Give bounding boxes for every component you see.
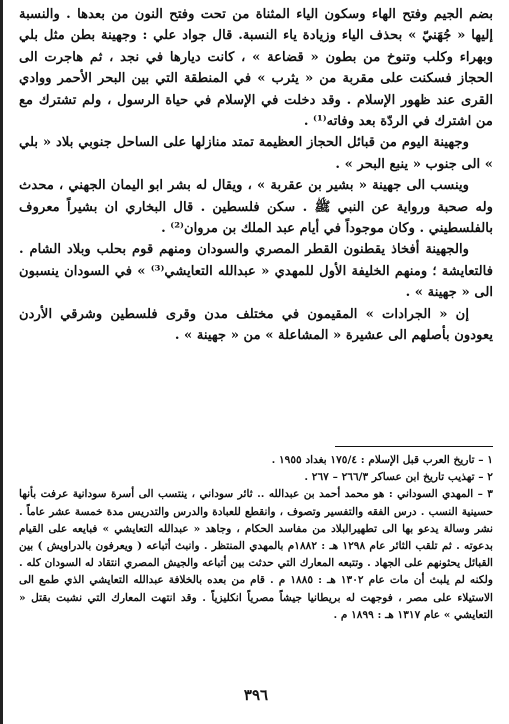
footnotes <box>19 452 493 624</box>
footnote-divider <box>335 446 493 447</box>
page-number: ٣٩٦ <box>243 686 269 704</box>
paragraph: والجهينة أفخاذ يقطنون القطر المصري والسودان ومنهم قوم بحلب وبلاد الشام . فالتعايشة ؛ ومنهم الخليفة الأول للمهدي « عبدالله التعايشي⁽³⁾ » في السودان ينسبون الى « جهينة » . <box>19 242 493 301</box>
paragraph: وجهينة اليوم من قبائل الحجاز العظيمة تمتد منازلها على الساحل جنوبي بلاد « بلي » الى جنوب « ينبع البحر » . <box>19 135 493 172</box>
paragraph: بضم الجيم وفتح الهاء وسكون الياء المثناة من تحت وفتح النون من بعدها . والنسبة إليها « جُهَنيّ » بحذف الياء وزيادة ياء النسبة. قال جواد علي : وجهينة بطن مثل بلي وبهراء وكلب وتنوخ من بطون « قضاعة » ، كانت ديارها في نجد ، ثم هاجرت الى الحجاز فسكنت على مقربة من « يثرب » في المنطقة التي بين البحر الأحمر ووادي القرى عند ظهور الإسلام . وقد دخلت في الإسلام في حياة الرسول ، ولم تشترك مع من اشترك في الردّة بعد وفاته⁽¹⁾ . <box>19 7 493 130</box>
footnote: ٣ – المهدي السوداني : هو محمد أحمد بن عبدالله .. ثائر سوداني ، ينتسب الى أسرة سودانية عرفت بأنها حسينية النسب . درس الفقه والتفسير وتصوف ، وانقطع للعبادة والدرس والتدريس مدة خمسة عشر عاماً . نشر وسالة يدعو بها الى تطهيرالبلاد من مفاسد الحكام ، وجاهد « عبدالله التعايشي » فبايعه على القيام بدعوته . ثم تلقب الثائر عام ١٢٩٨ هـ : ١٨٨٢م بالمهدي المنتظر . وانبث أتباعه ( ويعرفون بالدراويش ) بين القبائل يحثونهم على الجهاد . وتتبعه المعارك التي حدثت بين أتباعه والجيش المصري انتقاد له السودان كله . ولكنه لم يلبث أن مات عام ١٣٠٢ هـ : ١٨٨٥ م . قام من بعده بالخلافة عبدالله التعايشي الذي طمع الى الاستيلاء على مصر ، فوجهت له بريطانيا جيشاً مصرياً انكليزياً . وقد انتهت المعارك التي نشبت بقتل « التعايشي » عام ١٣١٧ هـ : ١٨٩٩ م . <box>19 488 493 621</box>
main-text <box>19 4 493 347</box>
paragraph: إن « الجرادات » المقيمون في مختلف مدن وقرى فلسطين وشرقي الأردن يعودون بأصلهم الى عشيرة « المشاعلة » من « جهينة » . <box>19 306 493 344</box>
footnote: ١ – تاريخ العرب قبل الإسلام : ١٧٥/٤ بغداد ١٩٥٥ . <box>271 454 493 466</box>
footnote: ٢ – تهذيب تاريخ ابن عساكر ٢٦٦/٣ – ٢٦٧ . <box>304 471 493 484</box>
paragraph: وينسب الى جهينة « بشير بن عقربة » ، ويقال له بشر ابو اليمان الجهني ، محدث وله صحبة ورواية عن النبي ﷺ . سكن فلسطين . قال البخاري ان بشيراً معروف بالفلسطيني . وكان موجوداً في أيام عبد الملك بن مروان⁽²⁾ . <box>19 178 493 237</box>
